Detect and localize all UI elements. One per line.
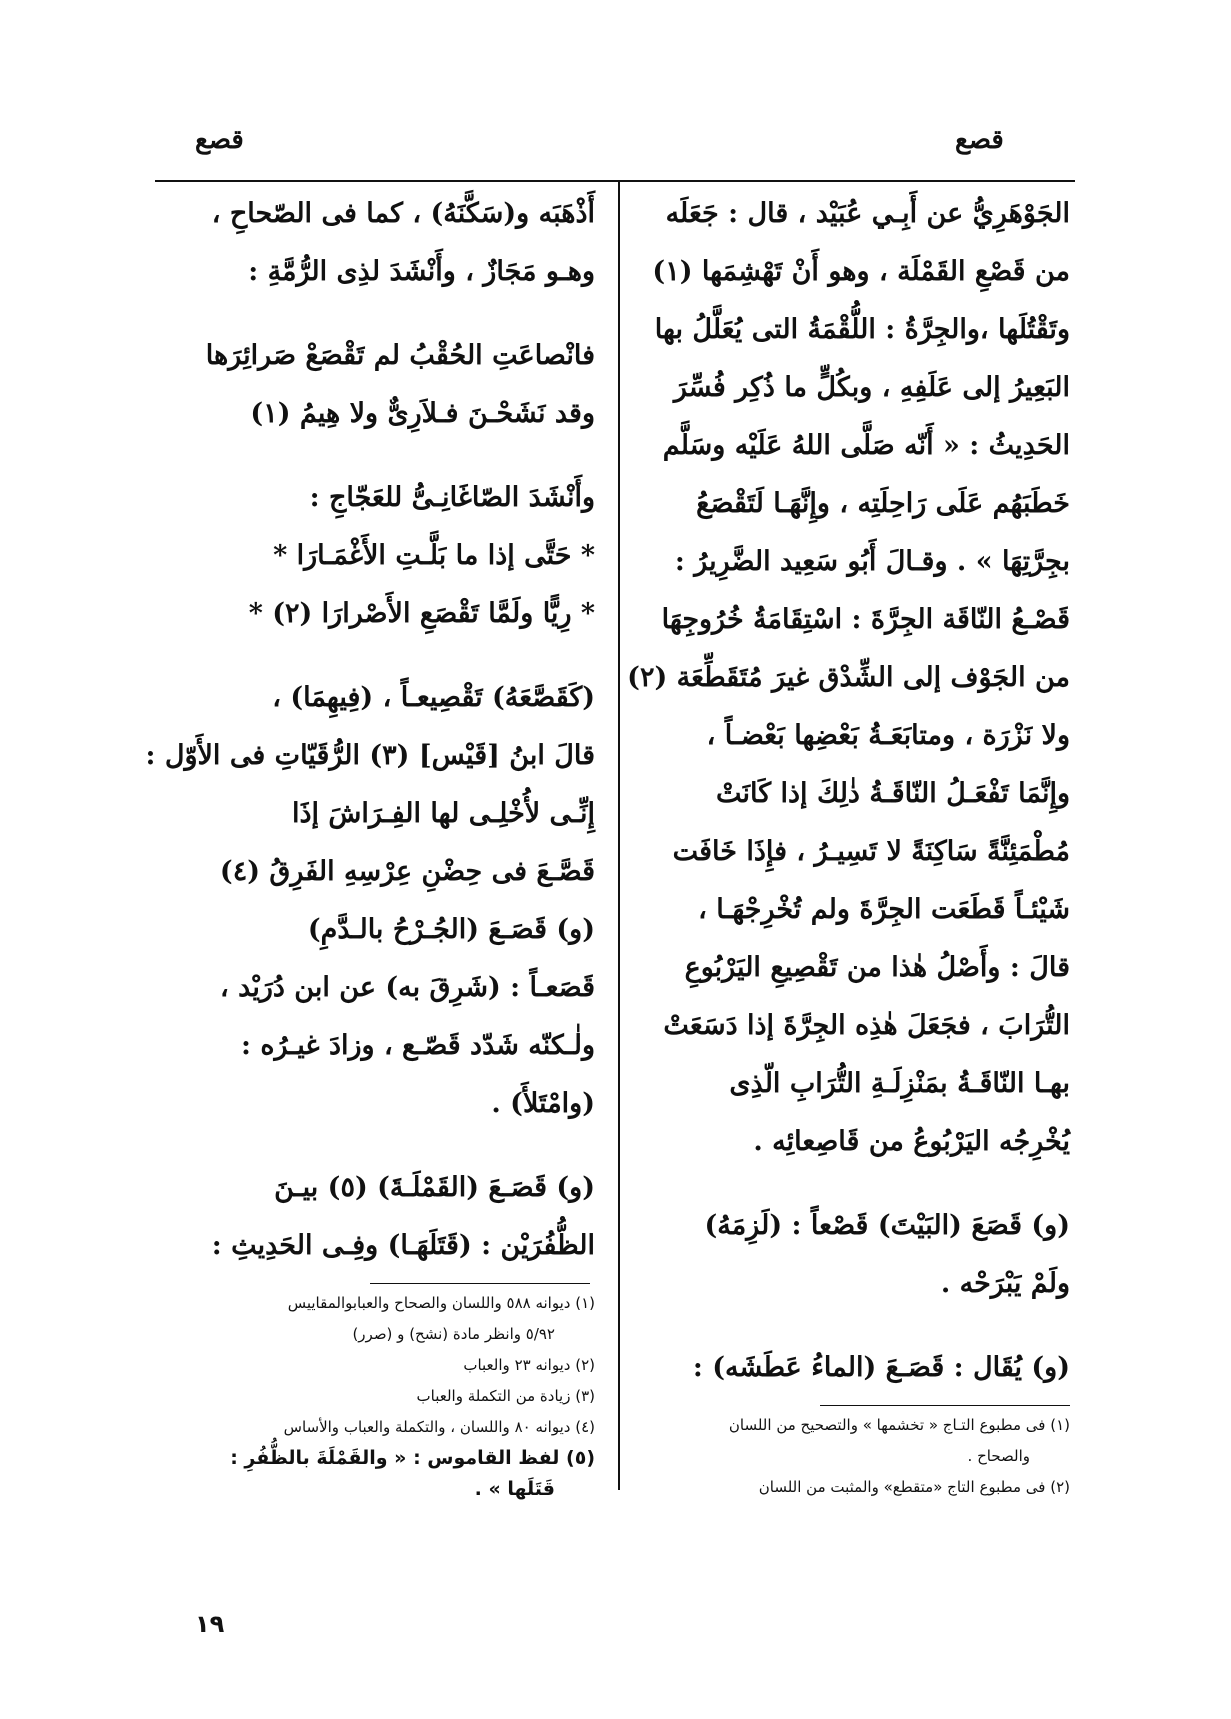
text-line: قالَ : وأَصْلُ هٰذا من تَقْصِيعِ اليَرْبُوعِ bbox=[684, 952, 1070, 983]
entry-line: (كَقَصَّعَهُ) تَقْصِيعـاً ، (فِيهِمَا) ، bbox=[272, 682, 595, 713]
text-line: قَصَعـاً : (شَرِقَ به) عن ابن دُرَيْد ، bbox=[220, 972, 595, 1003]
footnotes-left bbox=[155, 1288, 595, 1505]
footnotes-right bbox=[650, 1410, 1070, 1503]
footnote-rule-left bbox=[370, 1283, 590, 1284]
verse-line: وقد نَشَحْـنَ فـلاَرِىٌّ ولا هِيمُ (١) bbox=[250, 398, 595, 429]
footnote-continuation: ٥/٩٢ وانظر مادة (نشح) و (صرر) bbox=[352, 1325, 555, 1343]
footnote: (٣) زيادة من التكملة والعباب bbox=[416, 1387, 595, 1405]
footnote: (١) ديوانه ٥٨٨ واللسان والصحاح والعبابوالمقاييس bbox=[287, 1294, 595, 1312]
text-line: مُطْمَئِنَّةً سَاكِنَةً لا تَسِيـرُ ، فإِذَا خَافَت bbox=[672, 836, 1070, 867]
text-line: وإِنَّمَا تَفْعَـلُ النّاقَـةُ ذٰلِكَ إذا كَانَتْ bbox=[716, 778, 1070, 809]
verse-line: إِنِّـى لأُخْلِـى لها الفِـرَاشَ إذَا bbox=[291, 798, 595, 829]
text-line: وهـو مَجَازٌ ، وأَنْشَدَ لذِى الرُّمَّةِ : bbox=[248, 256, 595, 287]
text-line: قَصْـعُ النّاقَة الجِرَّةَ : اسْتِقَامَةُ خُرُوجِهَا bbox=[661, 604, 1070, 635]
entry-line: (و) قَصَـعَ (الجُـرْحُ بالـدَّمِ) bbox=[307, 914, 595, 945]
text-line: التُّرَابَ ، فجَعَلَ هٰذِه الجِرَّةَ إذا دَسَعَتْ bbox=[663, 1010, 1070, 1041]
text-line: شَيْئـاً قَطَعَت الجِرَّةَ ولم تُخْرِجْهَـا ، bbox=[698, 894, 1070, 925]
footnote-continuation: والصحاح . bbox=[967, 1447, 1030, 1465]
text-line: وأَنْشَدَ الصّاغَانِـىُّ للعَجّاجِ : bbox=[309, 482, 595, 513]
left-column bbox=[145, 185, 595, 1275]
text-line: بجِرَّتِهَا » . وقـالَ أَبُو سَعِيد الضَّرِيرُ : bbox=[674, 546, 1070, 577]
footnote-continuation: قَتَلَها » . bbox=[474, 1478, 555, 1500]
verse-line: قَصَّـعَ فى حِضْنِ عِرْسِهِ الفَرِقُ (٤) bbox=[219, 856, 595, 887]
text-line: الجَوْهَرِيُّ عن أَبِـي عُبَيْد ، قال : جَعَلَه bbox=[665, 198, 1070, 229]
text-line: ولَمْ يَبْرَحْه . bbox=[940, 1268, 1070, 1299]
text-line: قالَ ابنُ [قَيْس] (٣) الرُّقَيّاتِ فى الأَوّل : bbox=[145, 740, 595, 771]
text-line: (وامْتَلأَ) . bbox=[491, 1088, 595, 1119]
text-line: يُخْرِجُه اليَرْبُوعُ من قَاصِعائِه . bbox=[753, 1126, 1070, 1157]
footnote-rule-right bbox=[820, 1405, 1070, 1406]
right-column bbox=[627, 185, 1070, 1397]
footnote: (٥) لفظ القاموس : « والقَمْلَةَ بالظُّفُرِ : bbox=[230, 1447, 595, 1469]
entry-line: (و) يُقَال : قَصَـعَ (الماءُ عَطَشَه) : bbox=[692, 1352, 1070, 1383]
text-line: أَذْهَبَه و(سَكَّنَهُ) ، كما فى الصّحاحِ ، bbox=[211, 198, 595, 229]
header-rule bbox=[155, 180, 1075, 182]
entry-line: (و) قَصَعَ (البَيْتَ) قَصْعاً : (لَزِمَهُ) bbox=[704, 1210, 1070, 1241]
running-header-left: قصع bbox=[195, 125, 244, 155]
verse-line: * رِيًّا ولَمَّا تَقْصَعِ الأَصْرارَا (٢) * bbox=[248, 598, 595, 629]
footnote: (٤) ديوانه ٨٠ واللسان ، والتكملة والعباب والأساس bbox=[283, 1418, 595, 1436]
text-line: خَطَبَهُم عَلَى رَاحِلَتِه ، وإِنَّهَـا لَتَقْصَعُ bbox=[696, 488, 1070, 519]
verse-line: * حَتَّى إذا ما بَلَّـتِ الأَغْمَـارَا * bbox=[273, 540, 595, 571]
text-line: من قَصْعِ القَمْلَة ، وهو أَنْ تَهْشِمَها (١) bbox=[652, 256, 1070, 287]
footnote: (٢) فى مطبوع التاج «متقطع» والمثبت من اللسان bbox=[758, 1478, 1070, 1496]
text-line: بهـا النّاقَـةُ بمَنْزِلَـةِ التُّرَابِ الّذِى bbox=[729, 1068, 1070, 1099]
running-header-right: قصع bbox=[955, 125, 1004, 155]
text-line: البَعِيرُ إلى عَلَفِهِ ، وبكُلٍّ ما ذُكِر فُسِّرَ bbox=[673, 372, 1070, 403]
text-line: الحَدِيثُ : « أَنّه صَلَّى اللهُ عَلَيْه وسَلَّم bbox=[662, 430, 1070, 461]
column-divider bbox=[618, 180, 620, 1490]
page-number: ١٩ bbox=[195, 1610, 225, 1638]
footnote: (١) فى مطبوع التـاج « تخشمها » والتصحيح من اللسان bbox=[728, 1416, 1070, 1434]
footnote: (٢) ديوانه ٢٣ والعباب bbox=[463, 1356, 595, 1374]
text-line: من الجَوْف إلى الشِّدْق غيرَ مُتَقَطِّعَة (٢) bbox=[627, 662, 1070, 693]
text-line: الظُّفُرَيْن : (قَتَلَهَـا) وفِـى الحَدِيثِ : bbox=[211, 1230, 595, 1261]
text-line: ولٰـكنّه شَدّد قَصّـع ، وزادَ غيـرُه : bbox=[240, 1030, 595, 1061]
text-line: ولا نَزْرَة ، ومتابَعَـةُ بَعْضِها بَعْضـاً ، bbox=[706, 720, 1070, 751]
entry-line: (و) قَصَـعَ (القَمْلَـةَ) (٥) بيـنَ bbox=[274, 1172, 595, 1203]
verse-line: فانْصاعَتِ الحُقْبُ لم تَقْصَعْ صَرائِرَها bbox=[205, 340, 595, 371]
text-line: وتَقْتُلَها ،والجِرَّةُ : اللُّقْمَةُ التى يُعَلَّلُ بها bbox=[654, 314, 1070, 345]
